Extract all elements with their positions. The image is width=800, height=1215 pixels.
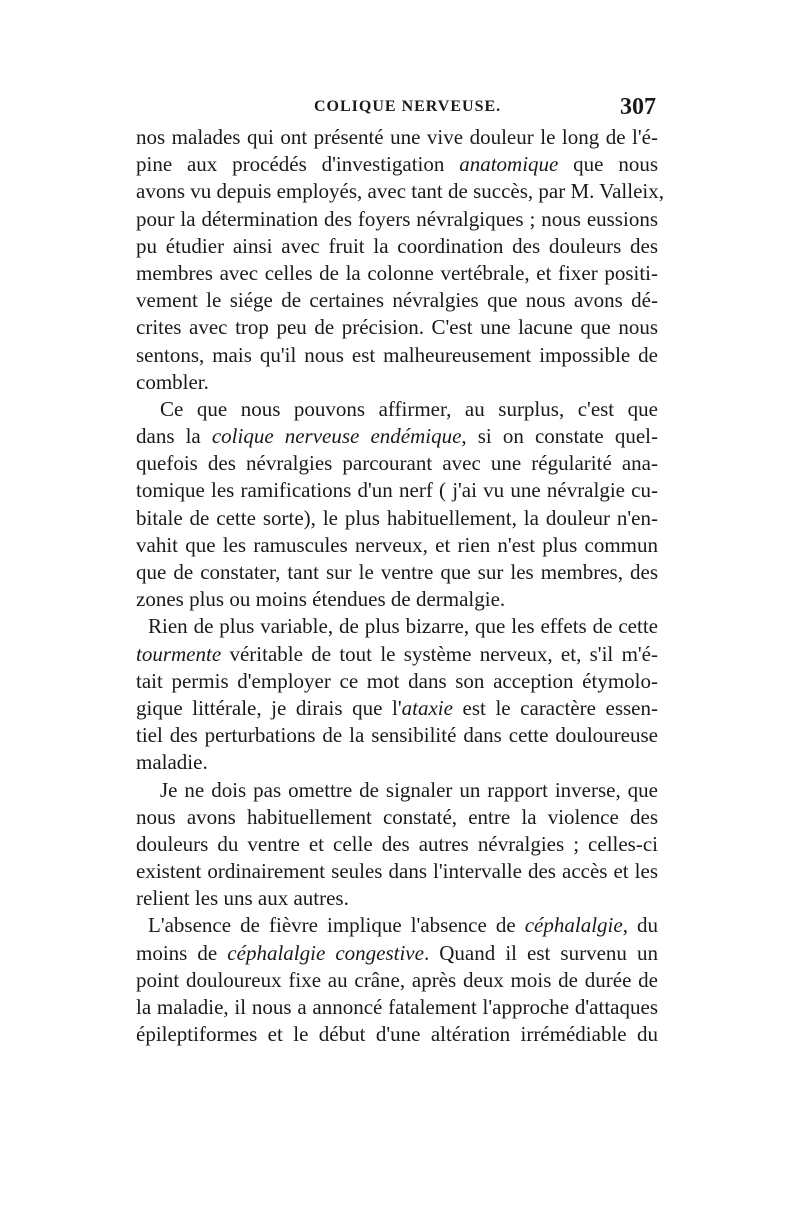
text-line <box>136 804 658 831</box>
text-line <box>136 831 658 858</box>
text-line <box>136 151 658 178</box>
text-run: quefois des névralgies parcourant avec une régularité ana- <box>136 451 658 476</box>
text-run: que nous <box>558 152 658 177</box>
text-run: point douloureux fixe au crâne, après deux mois de durée de <box>136 967 658 992</box>
text-run: dans la <box>136 424 212 449</box>
text-run: . Quand il est survenu un <box>423 940 658 965</box>
text-run: tait permis d'employer ce mot dans son acception étymolo- <box>136 668 658 693</box>
body-text <box>136 124 664 1048</box>
text-line <box>136 641 658 668</box>
text-run: vement le siége de certaines névralgies que nous avons dé- <box>136 288 658 313</box>
text-line <box>136 912 658 939</box>
text-run: bitale de cette sorte), le plus habituellement, la douleur n'en- <box>136 505 658 530</box>
text-run: vahit que les ramuscules nerveux, et rien n'est plus commun <box>136 532 658 557</box>
text-line <box>136 260 658 287</box>
text-run: zones plus ou moins étendues de dermalgie. <box>136 587 506 612</box>
text-run: pine aux procédés d'investigation <box>136 152 460 177</box>
text-run: la maladie, il nous a annoncé fatalement l'approche d'attaques <box>136 995 658 1019</box>
text-run: est le caractère essen- <box>452 695 658 720</box>
text-run: , du <box>622 913 659 938</box>
text-run: véritable de tout le système nerveux, et, s'il m'é- <box>221 641 658 666</box>
text-line <box>136 314 658 341</box>
text-line <box>136 967 658 994</box>
italic-text: céphalalgie <box>524 913 623 938</box>
text-run: avons vu depuis employés, avec tant de succès, par M. Valleix, <box>136 179 664 204</box>
text-line <box>136 423 658 450</box>
text-run: pour la détermination des foyers névralgiques ; nous eussions <box>136 206 658 231</box>
text-run: sentons, mais qu'il nous est malheureusement impossible de <box>136 342 658 367</box>
text-run: Je ne dois pas omettre de signaler un rapport inverse, que <box>160 777 658 802</box>
text-line <box>136 450 658 477</box>
text-run: tiel des perturbations de la sensibilité dans cette douloureuse <box>136 723 658 748</box>
text-line <box>136 668 658 695</box>
text-line <box>136 586 658 613</box>
text-line <box>136 178 664 205</box>
text-line <box>136 885 658 912</box>
text-run: , si on constate quel- <box>461 424 658 449</box>
italic-text: tourmente <box>136 641 222 666</box>
text-run: Ce que nous pouvons affirmer, au surplus, c'est que <box>160 396 658 421</box>
text-run: pu étudier ainsi avec fruit la coordination des douleurs des <box>136 233 658 258</box>
text-run: existent ordinairement seules dans l'intervalle des accès et les <box>136 859 658 884</box>
running-head <box>136 94 658 124</box>
text-run: moins de <box>136 940 228 965</box>
text-run: nos malades qui ont présenté une vive douleur le long de l'é- <box>136 125 658 149</box>
text-run: L'absence de fièvre implique l'absence de <box>148 913 525 938</box>
text-line <box>136 858 658 885</box>
text-line <box>136 613 658 640</box>
text-line <box>136 505 658 532</box>
running-title: COLIQUE NERVEUSE. <box>314 98 502 115</box>
text-run: crites avec trop peu de précision. C'est une lacune que nous <box>136 315 658 340</box>
text-run: maladie. <box>136 750 208 775</box>
text-line <box>136 396 658 423</box>
text-line <box>136 695 658 722</box>
text-line <box>136 369 658 396</box>
italic-text: colique nerveuse endémique <box>211 424 462 449</box>
text-run: que de constater, tant sur le ventre que sur les membres, des <box>136 560 658 584</box>
text-line <box>136 559 658 586</box>
text-run: relient les uns aux autres. <box>136 886 349 911</box>
text-run: nous avons habituellement constaté, entre la violence des <box>136 804 658 829</box>
text-run: tomique les ramifications d'un nerf ( j'ai vu une névralgie cu- <box>136 478 658 503</box>
text-line <box>136 940 658 967</box>
italic-text: céphalalgie congestive <box>227 940 424 965</box>
text-run: épileptiformes et le début d'une altération irrémédiable du <box>136 1022 658 1047</box>
text-run: gique littérale, je dirais que l' <box>136 695 402 720</box>
text-line <box>136 994 658 1021</box>
text-line <box>136 477 658 504</box>
text-line <box>136 1021 658 1048</box>
text-run: membres avec celles de la colonne vertébrale, et fixer positi- <box>136 260 658 285</box>
text-line <box>136 287 658 314</box>
text-line <box>136 749 658 776</box>
text-line <box>136 532 658 559</box>
text-run: Rien de plus variable, de plus bizarre, que les effets de cette <box>148 614 658 639</box>
text-run: combler. <box>136 369 209 394</box>
text-line <box>136 342 658 369</box>
text-line <box>136 206 658 233</box>
text-run: douleurs du ventre et celle des autres névralgies ; celles-ci <box>136 831 658 856</box>
italic-text: anatomique <box>459 152 559 177</box>
italic-text: ataxie <box>401 695 453 720</box>
text-line <box>136 233 658 260</box>
text-line <box>136 124 658 151</box>
text-line <box>136 777 658 804</box>
text-line <box>136 722 658 749</box>
page-number: 307 <box>620 94 656 120</box>
